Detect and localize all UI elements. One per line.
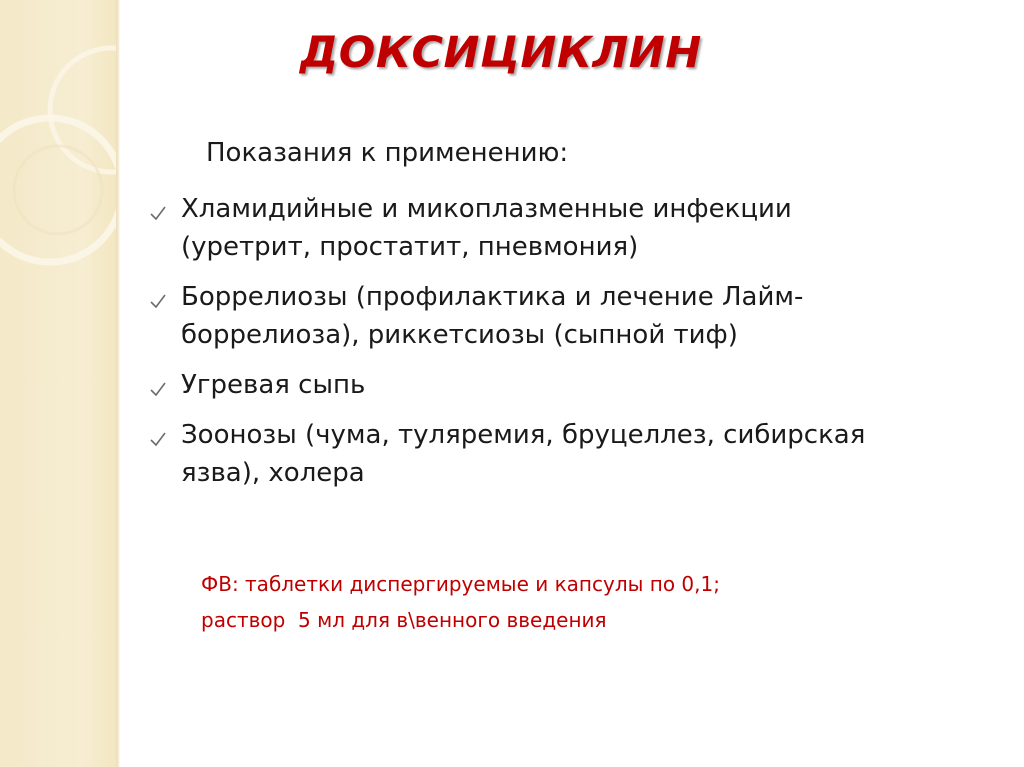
check-icon bbox=[150, 382, 166, 396]
decorative-sidebar bbox=[0, 0, 118, 767]
indications-list bbox=[150, 190, 881, 504]
dosage-forms-line: ФВ: таблетки диспергируемые и капсулы по 0,1; bbox=[201, 572, 720, 596]
list-item bbox=[150, 190, 881, 266]
check-icon bbox=[150, 432, 166, 446]
check-icon bbox=[150, 206, 166, 220]
list-item bbox=[150, 366, 881, 404]
sidebar-edge bbox=[116, 0, 120, 767]
list-item-text: Хламидийные и микоплазменные инфекции (уретрит, простатит, пневмония) bbox=[181, 194, 792, 262]
indications-heading: Показания к применению: bbox=[206, 138, 569, 168]
list-item-text: Боррелиозы (профилактика и лечение Лайм-боррелиоза), риккетсиозы (сыпной тиф) bbox=[181, 282, 804, 350]
list-item bbox=[150, 416, 881, 492]
list-item-text: Угревая сыпь bbox=[181, 370, 366, 400]
slide-title: ДОКСИЦИКЛИН bbox=[300, 28, 702, 78]
list-item-text: Зоонозы (чума, туляремия, бруцеллез, сибирская язва), холера bbox=[181, 420, 866, 488]
decorative-circles bbox=[0, 0, 118, 767]
check-icon bbox=[150, 294, 166, 308]
dosage-forms-line: раствор 5 мл для в\венного введения bbox=[201, 608, 607, 632]
list-item bbox=[150, 278, 881, 354]
